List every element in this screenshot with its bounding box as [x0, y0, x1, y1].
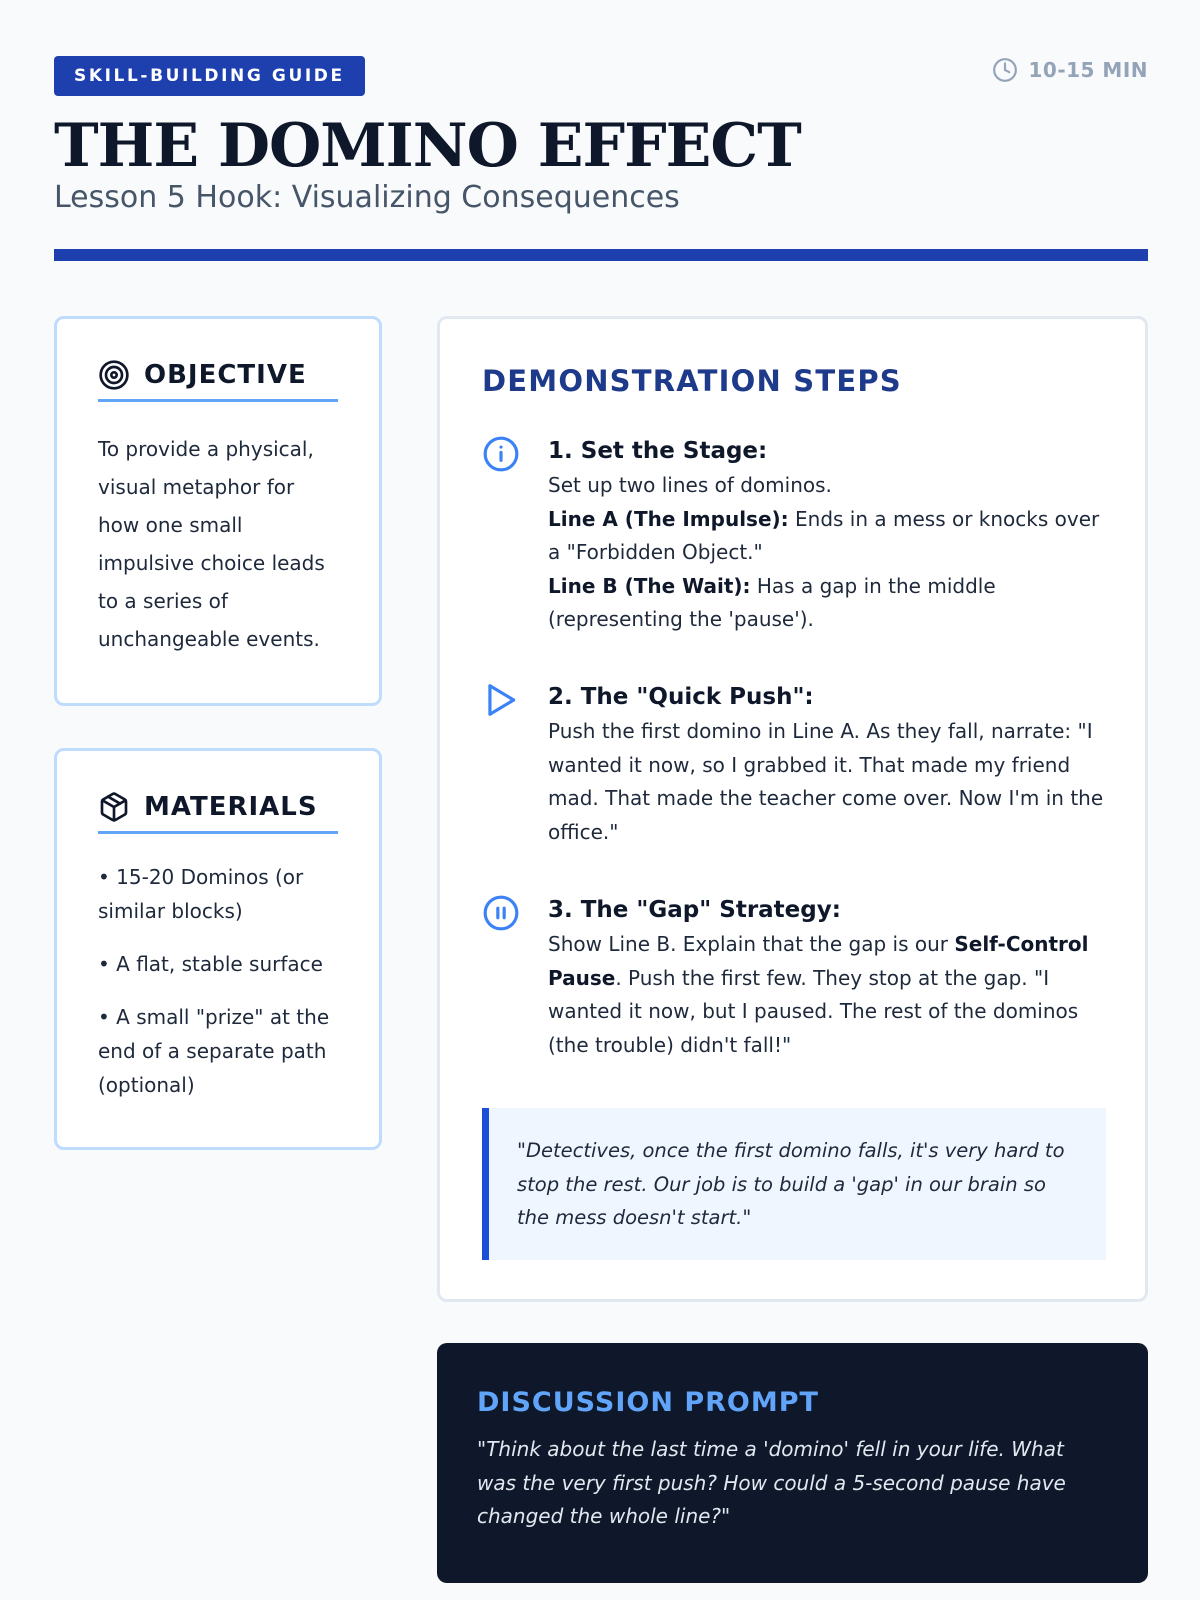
duration-text: 10-15 MIN [1028, 58, 1148, 82]
discussion-text: "Think about the last time a 'domino' fell in your life. What was the very first push? How could a 5-second pause have changed the whole line?" [477, 1437, 1066, 1528]
header-divider [54, 249, 1148, 261]
step-title: 3. The "Gap" Strategy: [548, 897, 841, 923]
play-icon [482, 681, 520, 719]
step-text: Push the first domino in Line A. As they fall, narrate: "I wanted it now, so I grabbed it. That made my friend mad. That made the teacher come over. Now I'm in the office." [548, 719, 1104, 844]
step-text: Show Line B. Explain that the gap is our Self-Control Pause. Push the first few. They stop at the gap. "I wanted it now, but I paused. The rest of the dominos (the trouble) didn't fall!" [548, 932, 1089, 1057]
clock-icon [992, 57, 1018, 83]
list-item: • 15-20 Dominos (or similar blocks) [98, 865, 304, 923]
info-icon [482, 435, 520, 473]
page-subtitle: Lesson 5 Hook: Visualizing Consequences [54, 180, 680, 215]
materials-header [98, 791, 338, 834]
demonstration-card [437, 316, 1148, 1302]
guide-badge: SKILL-BUILDING GUIDE [54, 56, 365, 96]
pause-icon [482, 894, 520, 932]
step-text: Set up two lines of dominos. Line A (The Impulse): Ends in a mess or knocks over a "Forbidden Object." Line B (The Wait): Has a gap in the middle (representing the 'pause'). [548, 473, 1100, 631]
page-title: THE DOMINO EFFECT [54, 111, 801, 181]
objective-text: To provide a physical, visual metaphor for how one small impulsive choice leads to a series of unchangeable events. [98, 437, 325, 651]
discussion-card [437, 1343, 1148, 1583]
target-icon [98, 359, 130, 391]
objective-heading: OBJECTIVE [144, 360, 307, 390]
step-title: 2. The "Quick Push": [548, 684, 814, 710]
objective-header [98, 359, 338, 402]
step-title: 1. Set the Stage: [548, 438, 768, 464]
duration-indicator [992, 56, 1148, 84]
teacher-quote: "Detectives, once the first domino falls, it's very hard to stop the rest. Our job is to build a 'gap' in our brain so the mess doesn't start." [482, 1108, 1106, 1260]
discussion-heading: DISCUSSION PROMPT [477, 1387, 819, 1418]
list-item: • A small "prize" at the end of a separate path (optional) [98, 1005, 330, 1097]
materials-heading: MATERIALS [144, 792, 318, 822]
objective-card [54, 316, 382, 706]
list-item: • A flat, stable surface [98, 952, 323, 976]
materials-card [54, 748, 382, 1150]
demonstration-heading: DEMONSTRATION STEPS [482, 364, 902, 398]
materials-list [98, 860, 339, 1102]
box-icon [98, 791, 130, 823]
